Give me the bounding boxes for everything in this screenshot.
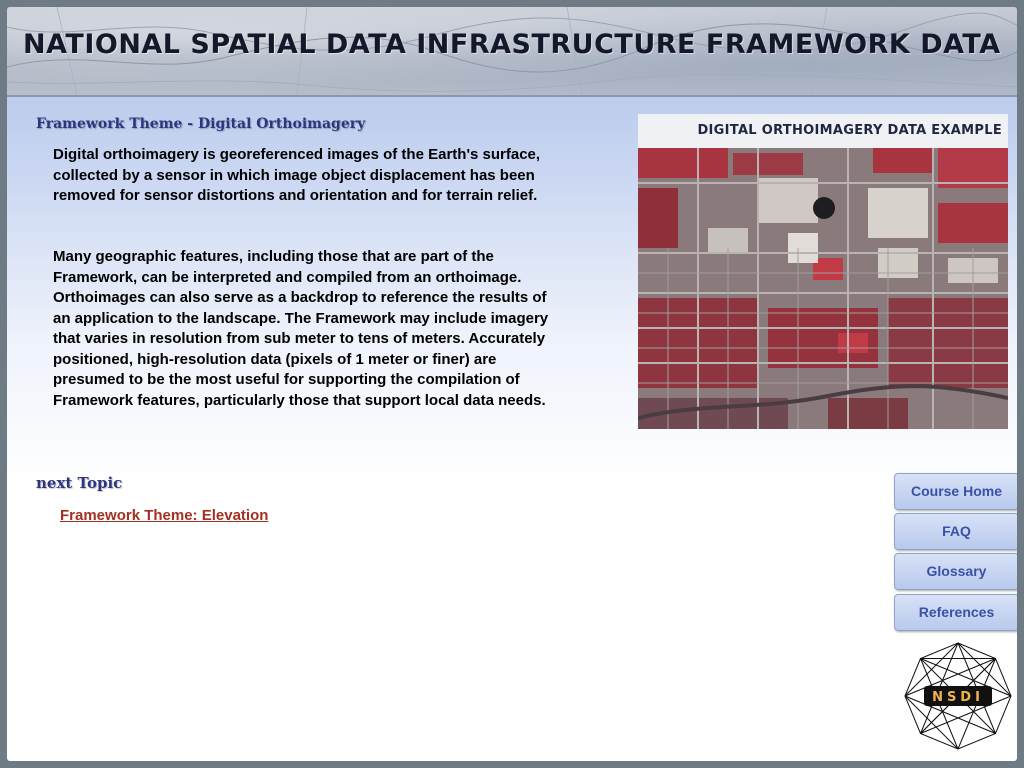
faq-button[interactable]: FAQ bbox=[894, 513, 1017, 550]
page-frame bbox=[7, 7, 1017, 761]
body-paragraph-2: Many geographic features, including those that are part of the Framework, can be interpreted and compiled from an orthoimage. Orthoimages can also serve as a backdrop to reference the results of an application to the landscape. The Framework may include imagery that varies in resolution from sub meter to tens of meters. Accurately positioned, high-resolution data (pixels of 1 meter or finer) are presumed to be the most useful for supporting the compilation of Framework features, particularly those that support local data needs. bbox=[53, 248, 549, 409]
next-topic-link[interactable]: Framework Theme: Elevation bbox=[60, 507, 269, 524]
example-header bbox=[638, 114, 1008, 148]
banner-title: NATIONAL SPATIAL DATA INFRASTRUCTURE FRAMEWORK DATA bbox=[23, 29, 1001, 60]
section-heading: Framework Theme - Digital Orthoimagery bbox=[36, 116, 366, 132]
nsdi-logo bbox=[902, 640, 1014, 752]
references-button[interactable]: References bbox=[894, 594, 1017, 631]
body-paragraph-1: Digital orthoimagery is georeferenced images of the Earth's surface, collected by a sensor in which image object displacement has been removed for sensor distortions and orientation and for terrain relief. bbox=[53, 146, 541, 204]
example-title: DIGITAL ORTHOIMAGERY DATA EXAMPLE bbox=[697, 123, 1002, 138]
header-banner bbox=[7, 7, 1017, 97]
glossary-button[interactable]: Glossary bbox=[894, 553, 1017, 590]
next-topic-heading: next Topic bbox=[36, 474, 123, 492]
nsdi-logo-text: NSDI bbox=[932, 690, 984, 705]
course-home-button[interactable]: Course Home bbox=[894, 473, 1017, 510]
orthoimage-example bbox=[638, 148, 1008, 429]
